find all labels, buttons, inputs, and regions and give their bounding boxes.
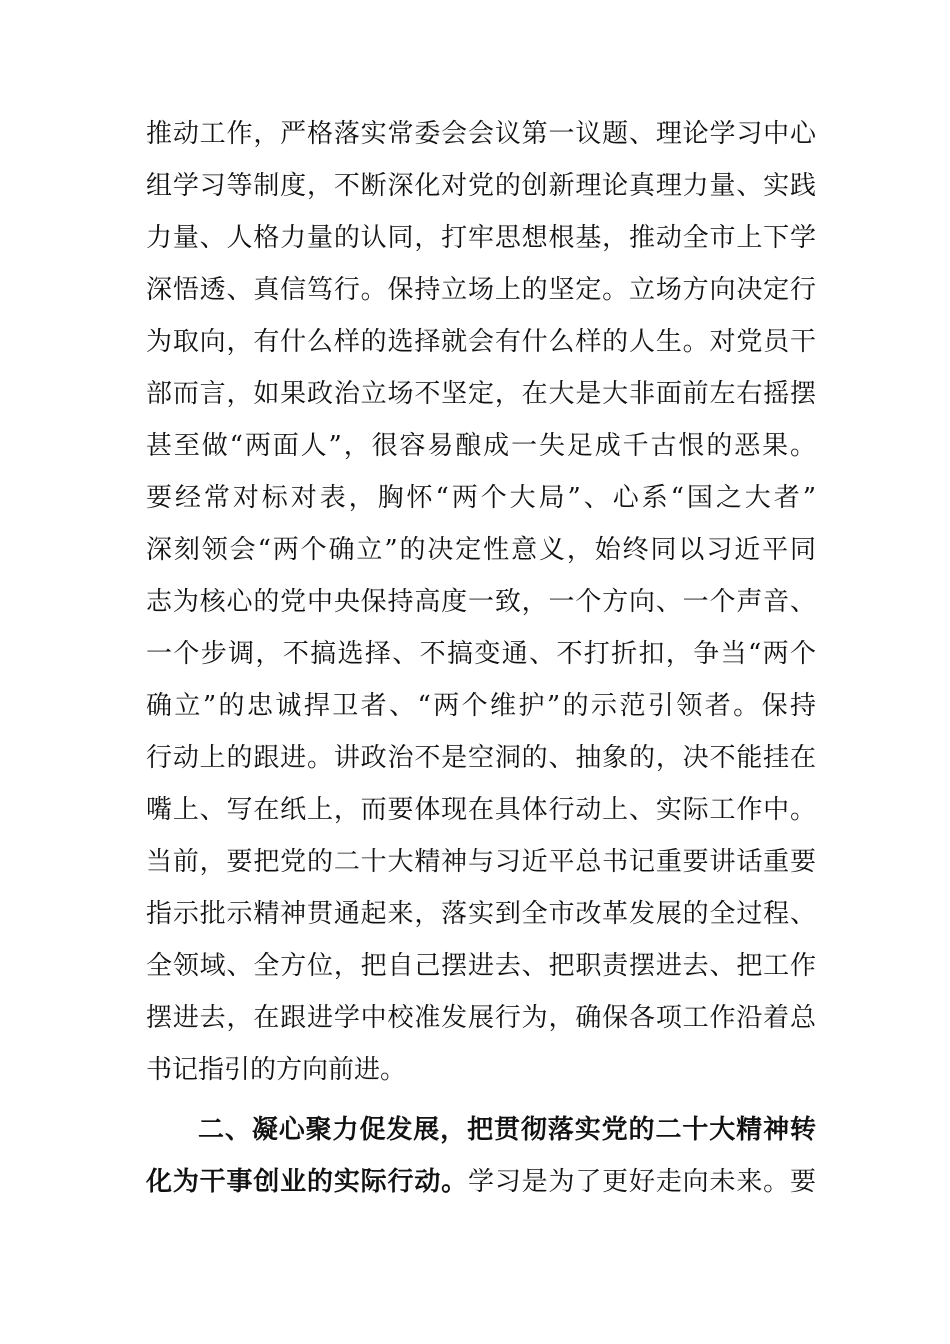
paragraph-line: 摆进去，在跟进学中校准发展行为，确保各项工作沿着总 [146, 1003, 816, 1033]
section-heading: 二、凝心聚力促发展，把贯彻落实党的二十大精神转 [198, 1115, 816, 1145]
paragraph-text: 学习是为了更好走向未来。要 [468, 1167, 816, 1197]
paragraph-line: 组学习等制度，不断深化对党的创新理论真理力量、实践 [146, 171, 816, 201]
paragraph-line: 全领域、全方位，把自己摆进去、把职责摆进去、把工作 [146, 951, 816, 981]
paragraph-line: 当前，要把党的二十大精神与习近平总书记重要讲话重要 [146, 847, 816, 877]
heading-continuation-line [146, 1156, 816, 1208]
paragraph-line: 力量、人格力量的认同，打牢思想根基，推动全市上下学 [146, 223, 816, 253]
section-heading-tail: 化为干事创业的实际行动。 [146, 1167, 468, 1197]
paragraph-line: 推动工作，严格落实常委会会议第一议题、理论学习中心 [146, 119, 816, 149]
paragraph-line: 甚至做“两面人”，很容易酿成一失足成千古恨的恶果。 [146, 431, 816, 461]
paragraph-line: 为取向，有什么样的选择就会有什么样的人生。对党员干 [146, 327, 816, 357]
paragraph-line: 部而言，如果政治立场不坚定，在大是大非面前左右摇摆 [146, 379, 816, 409]
paragraph-line: 指示批示精神贯通起来，落实到全市改革发展的全过程、 [146, 899, 816, 929]
paragraph-line: 确立”的忠诚捍卫者、“两个维护”的示范引领者。保持 [146, 691, 816, 721]
paragraph-line: 行动上的跟进。讲政治不是空洞的、抽象的，决不能挂在 [146, 743, 816, 773]
paragraph-line: 嘴上、写在纸上，而要体现在具体行动上、实际工作中。 [146, 795, 816, 825]
paragraph-line: 深悟透、真信笃行。保持立场上的坚定。立场方向决定行 [146, 275, 816, 305]
paragraph-line: 志为核心的党中央保持高度一致，一个方向、一个声音、 [146, 587, 816, 617]
body-text [146, 108, 816, 1208]
paragraph-line: 书记指引的方向前进。 [146, 1055, 407, 1085]
paragraph-line: 深刻领会“两个确立”的决定性意义，始终同以习近平同 [146, 535, 816, 565]
paragraph-line: 一个步调，不搞选择、不搞变通、不打折扣，争当“两个 [146, 639, 816, 669]
paragraph-line: 要经常对标对表，胸怀“两个大局”、心系“国之大者” [146, 483, 816, 513]
